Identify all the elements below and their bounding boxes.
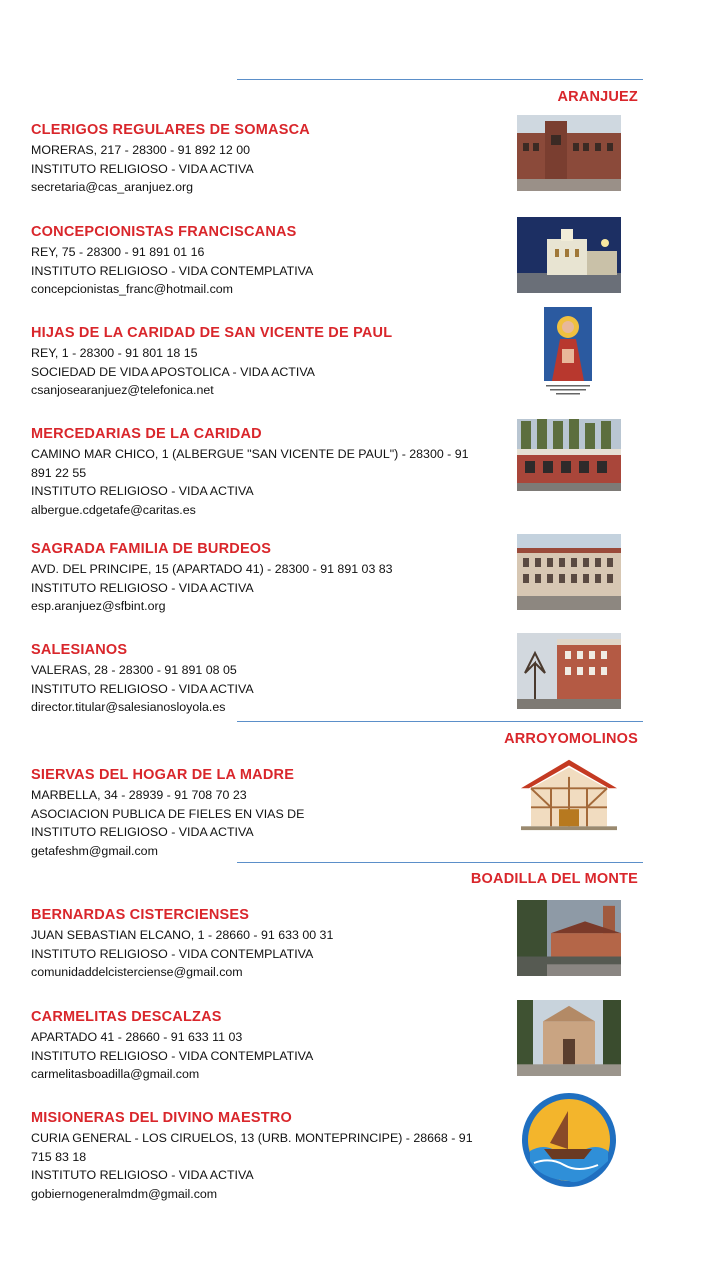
entry-address-cont: 715 83 18	[31, 1149, 87, 1164]
section-divider-boadilla	[237, 862, 643, 863]
entry-address: MORERAS, 217 - 28300 - 91 892 12 00	[31, 143, 251, 157]
entry-address: JUAN SEBASTIAN ELCANO, 1 - 28660 - 91 633 00 31	[31, 928, 334, 942]
entry-concepcionistas	[31, 224, 511, 299]
entry-type: INSTITUTO RELIGIOSO - VIDA ACTIVA	[31, 580, 254, 595]
section-divider-aranjuez	[237, 79, 643, 80]
entry-hijas-caridad	[31, 325, 511, 400]
entry-type: SOCIEDAD DE VIDA APOSTOLICA - VIDA ACTIVA	[31, 364, 315, 379]
entry-name: SAGRADA FAMILIA DE BURDEOS	[31, 541, 272, 557]
entry-address: MARBELLA, 34 - 28939 - 91 708 70 23	[31, 788, 247, 802]
building-photo	[517, 534, 621, 610]
entry-type: INSTITUTO RELIGIOSO - VIDA CONTEMPLATIVA	[31, 263, 314, 278]
entry-email[interactable]: csanjosearanjuez@telefonica.net	[31, 383, 214, 397]
entry-mercedarias	[31, 426, 511, 519]
entry-type: INSTITUTO RELIGIOSO - VIDA ACTIVA	[31, 1168, 254, 1182]
city-heading-boadilla: BOADILLA DEL MONTE	[470, 871, 638, 887]
building-photo	[517, 419, 621, 491]
entry-name: CARMELITAS DESCALZAS	[31, 1009, 222, 1025]
entry-name: MISIONERAS DEL DIVINO MAESTRO	[31, 1110, 292, 1126]
house-illustration	[517, 756, 621, 832]
entry-siervas-hogar	[31, 767, 511, 860]
entry-clerigos-somasca	[31, 122, 511, 197]
city-heading-aranjuez: ARANJUEZ	[557, 89, 638, 105]
entry-name: SIERVAS DEL HOGAR DE LA MADRE	[31, 767, 295, 783]
entry-email[interactable]: getafeshm@gmail.com	[31, 843, 158, 858]
entry-address: CURIA GENERAL - LOS CIRUELOS, 13 (URB. MONTEPRINCIPE) - 28668 - 91	[31, 1131, 473, 1145]
entry-name: CLERIGOS REGULARES DE SOMASCA	[31, 122, 310, 138]
entry-name: BERNARDAS CISTERCIENSES	[31, 907, 250, 923]
entry-email[interactable]: comunidaddelcisterciense@gmail.com	[31, 965, 243, 979]
entry-name: CONCEPCIONISTAS FRANCISCANAS	[31, 224, 297, 240]
entry-type: INSTITUTO RELIGIOSO - VIDA ACTIVA	[31, 681, 254, 696]
building-photo	[517, 115, 621, 191]
entry-type: INSTITUTO RELIGIOSO - VIDA CONTEMPLATIVA	[31, 946, 314, 961]
entry-email[interactable]: esp.aranjuez@sfbint.org	[31, 599, 166, 613]
entry-email[interactable]: gobiernogeneralmdm@gmail.com	[31, 1186, 218, 1201]
building-photo	[517, 217, 621, 293]
entry-name: HIJAS DE LA CARIDAD DE SAN VICENTE DE PAUL	[31, 325, 393, 341]
building-photo	[517, 633, 621, 709]
entry-type: INSTITUTO RELIGIOSO - VIDA ACTIVA	[31, 161, 254, 176]
entry-bernardas	[31, 907, 511, 982]
entry-address: APARTADO 41 - 28660 - 91 633 11 03	[31, 1030, 243, 1044]
entry-misioneras	[31, 1110, 511, 1203]
entry-email[interactable]: carmelitasboadilla@gmail.com	[31, 1067, 200, 1081]
entry-name: MERCEDARIAS DE LA CARIDAD	[31, 426, 262, 442]
entry-email[interactable]: concepcionistas_franc@hotmail.com	[31, 282, 233, 296]
entry-type: INSTITUTO RELIGIOSO - VIDA CONTEMPLATIVA	[31, 1048, 314, 1063]
entry-carmelitas	[31, 1009, 511, 1084]
entry-address: REY, 1 - 28300 - 91 801 18 15	[31, 346, 198, 360]
section-divider-arroyomolinos	[237, 721, 643, 722]
entry-email[interactable]: director.titular@salesianosloyola.es	[31, 700, 226, 714]
entry-type: ASOCIACION PUBLICA DE FIELES EN VIAS DE	[31, 806, 305, 821]
entry-sagrada-familia	[31, 541, 511, 616]
entry-address: REY, 75 - 28300 - 91 891 01 16	[31, 245, 205, 259]
entry-type-2: INSTITUTO RELIGIOSO - VIDA ACTIVA	[31, 825, 254, 839]
building-photo	[517, 1000, 621, 1076]
emblem-logo	[520, 1091, 618, 1189]
entry-address: CAMINO MAR CHICO, 1 (ALBERGUE "SAN VICENTE DE PAUL") - 28300 - 91	[31, 447, 469, 461]
entry-address-cont: 891 22 55	[31, 465, 87, 480]
entry-name: SALESIANOS	[31, 642, 128, 658]
entry-email[interactable]: secretaria@cas_aranjuez.org	[31, 180, 194, 194]
entry-email[interactable]: albergue.cdgetafe@caritas.es	[31, 502, 196, 517]
city-heading-arroyomolinos: ARROYOMOLINOS	[504, 731, 638, 747]
entry-salesianos	[31, 642, 511, 717]
entry-address: AVD. DEL PRINCIPE, 15 (APARTADO 41) - 28300 - 91 891 03 83	[31, 562, 393, 576]
entry-type: INSTITUTO RELIGIOSO - VIDA ACTIVA	[31, 484, 254, 498]
entry-address: VALERAS, 28 - 28300 - 91 891 08 05	[31, 663, 237, 677]
religious-card-image	[538, 305, 598, 397]
building-photo	[517, 900, 621, 976]
